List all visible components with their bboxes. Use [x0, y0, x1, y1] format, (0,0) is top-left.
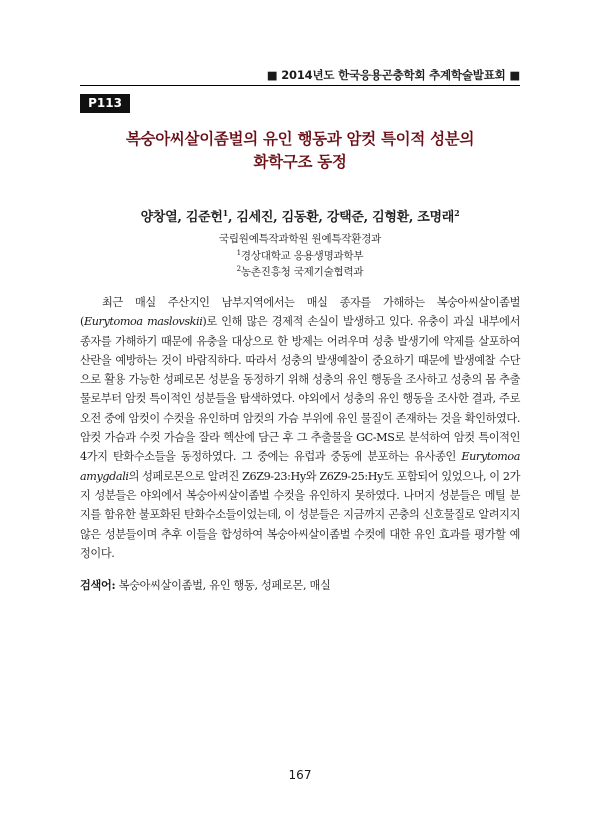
affiliation-item [80, 247, 520, 264]
species-name: Eurytomoa maslovskii [83, 315, 203, 329]
author-group: 양창열, [140, 210, 186, 225]
abstract-body [80, 293, 520, 563]
keywords-text: 복숭아씨살이좀벌, 유인 행동, 성페로몬, 매실 [115, 579, 331, 592]
abstract-text-1: 최근 매실 주산지인 남부지역에서는 매실 종자를 가해하는 복숭아씨살이좀벌 ( [80, 296, 520, 329]
author-affil-sup: 2 [454, 208, 460, 218]
keywords-label: 검색어: [80, 578, 116, 592]
affiliation-sup: 2 [236, 265, 241, 273]
affiliation-list [80, 230, 520, 280]
title-line-2: 화학구조 동정 [253, 152, 347, 171]
affiliation-sup: 1 [236, 248, 241, 257]
page-number: 167 [288, 768, 312, 782]
affiliation-text: 경상대학교 응용생명과학부 [240, 249, 364, 262]
author-affil-sup: 1 [222, 208, 228, 218]
keywords-line [80, 577, 520, 593]
conference-header: ■ 2014년도 한국응용곤충학회 추계학술발표회 ■ [266, 68, 520, 82]
author-group: 김준헌 [185, 210, 223, 225]
affiliation-text: 국립원예특작과학원 원예특작환경과 [218, 233, 382, 245]
affiliation-item [80, 263, 520, 280]
author-list [80, 206, 520, 225]
paper-title [80, 127, 520, 173]
abstract-text-3: 의 성페로몬으로 알려진 Z6Z9-23:Hy와 Z6Z9-25:Hy도 포함되어 있었으나, 이 2가지 성분들은 야외에서 복숭아씨살이좀벌 수컷을 유인하지 못하였다. 나머지 성분들은 메틸 분지를 함유한 불포화된 탄화수소들이었는데, 이 성분들은 지금까지 곤충의 신호물질로 알려지지 않은 성분들이며 추후 이들을 합성하여 복숭아씨살이좀벌 수컷에 대한 유인 효과를 평가할 예정이다. [80, 469, 520, 560]
affiliation-text: 농촌진흥청 국제기술협력과 [240, 266, 364, 278]
species-name: Eurytomoa amygdali [80, 450, 520, 483]
affiliation-item [80, 230, 520, 247]
title-line-1: 복숭아씨살이좀벌의 유인 행동과 암컷 특이적 성분의 [125, 129, 475, 148]
header-divider [80, 85, 520, 86]
paper-id-badge: P113 [80, 94, 130, 113]
author-group: , 김세진, 김동환, 강택준, 김형환, 조명래 [227, 210, 455, 225]
abstract-text-2: )로 인해 많은 경제적 손실이 발생하고 있다. 유충이 과실 내부에서 종자를 가해하기 때문에 유충을 대상으로 한 방제는 어려우며 성충 발생기에 약제를 살포하여 산란을 예방하는 것이 바람직하다. 따라서 성충의 발생예찰이 중요하기 때문에 발생예찰 수단으로 활용 가능한 성페로몬 성분을 동정하기 위해 성충의 유인 행동을 조사하고 성충의 몸 추출물로부터 암컷 특이적인 성분들을 탐색하였다. 야외에서 성충의 유인 행동을 조사한 결과, 주로 오전 중에 암컷이 수컷을 유인하며 암컷의 가슴 부위에 유인 물질이 존재하는 것을 확인하였다. 암컷 가슴과 수컷 가슴을 잘라 헥산에 담근 후 그 추출물을 GC-MS로 분석하여 암컷 특이적인 4가지 탄화수소들을 동정하였다. 그 중에는 유럽과 중동에 분포하는 유사종인 [80, 315, 520, 464]
